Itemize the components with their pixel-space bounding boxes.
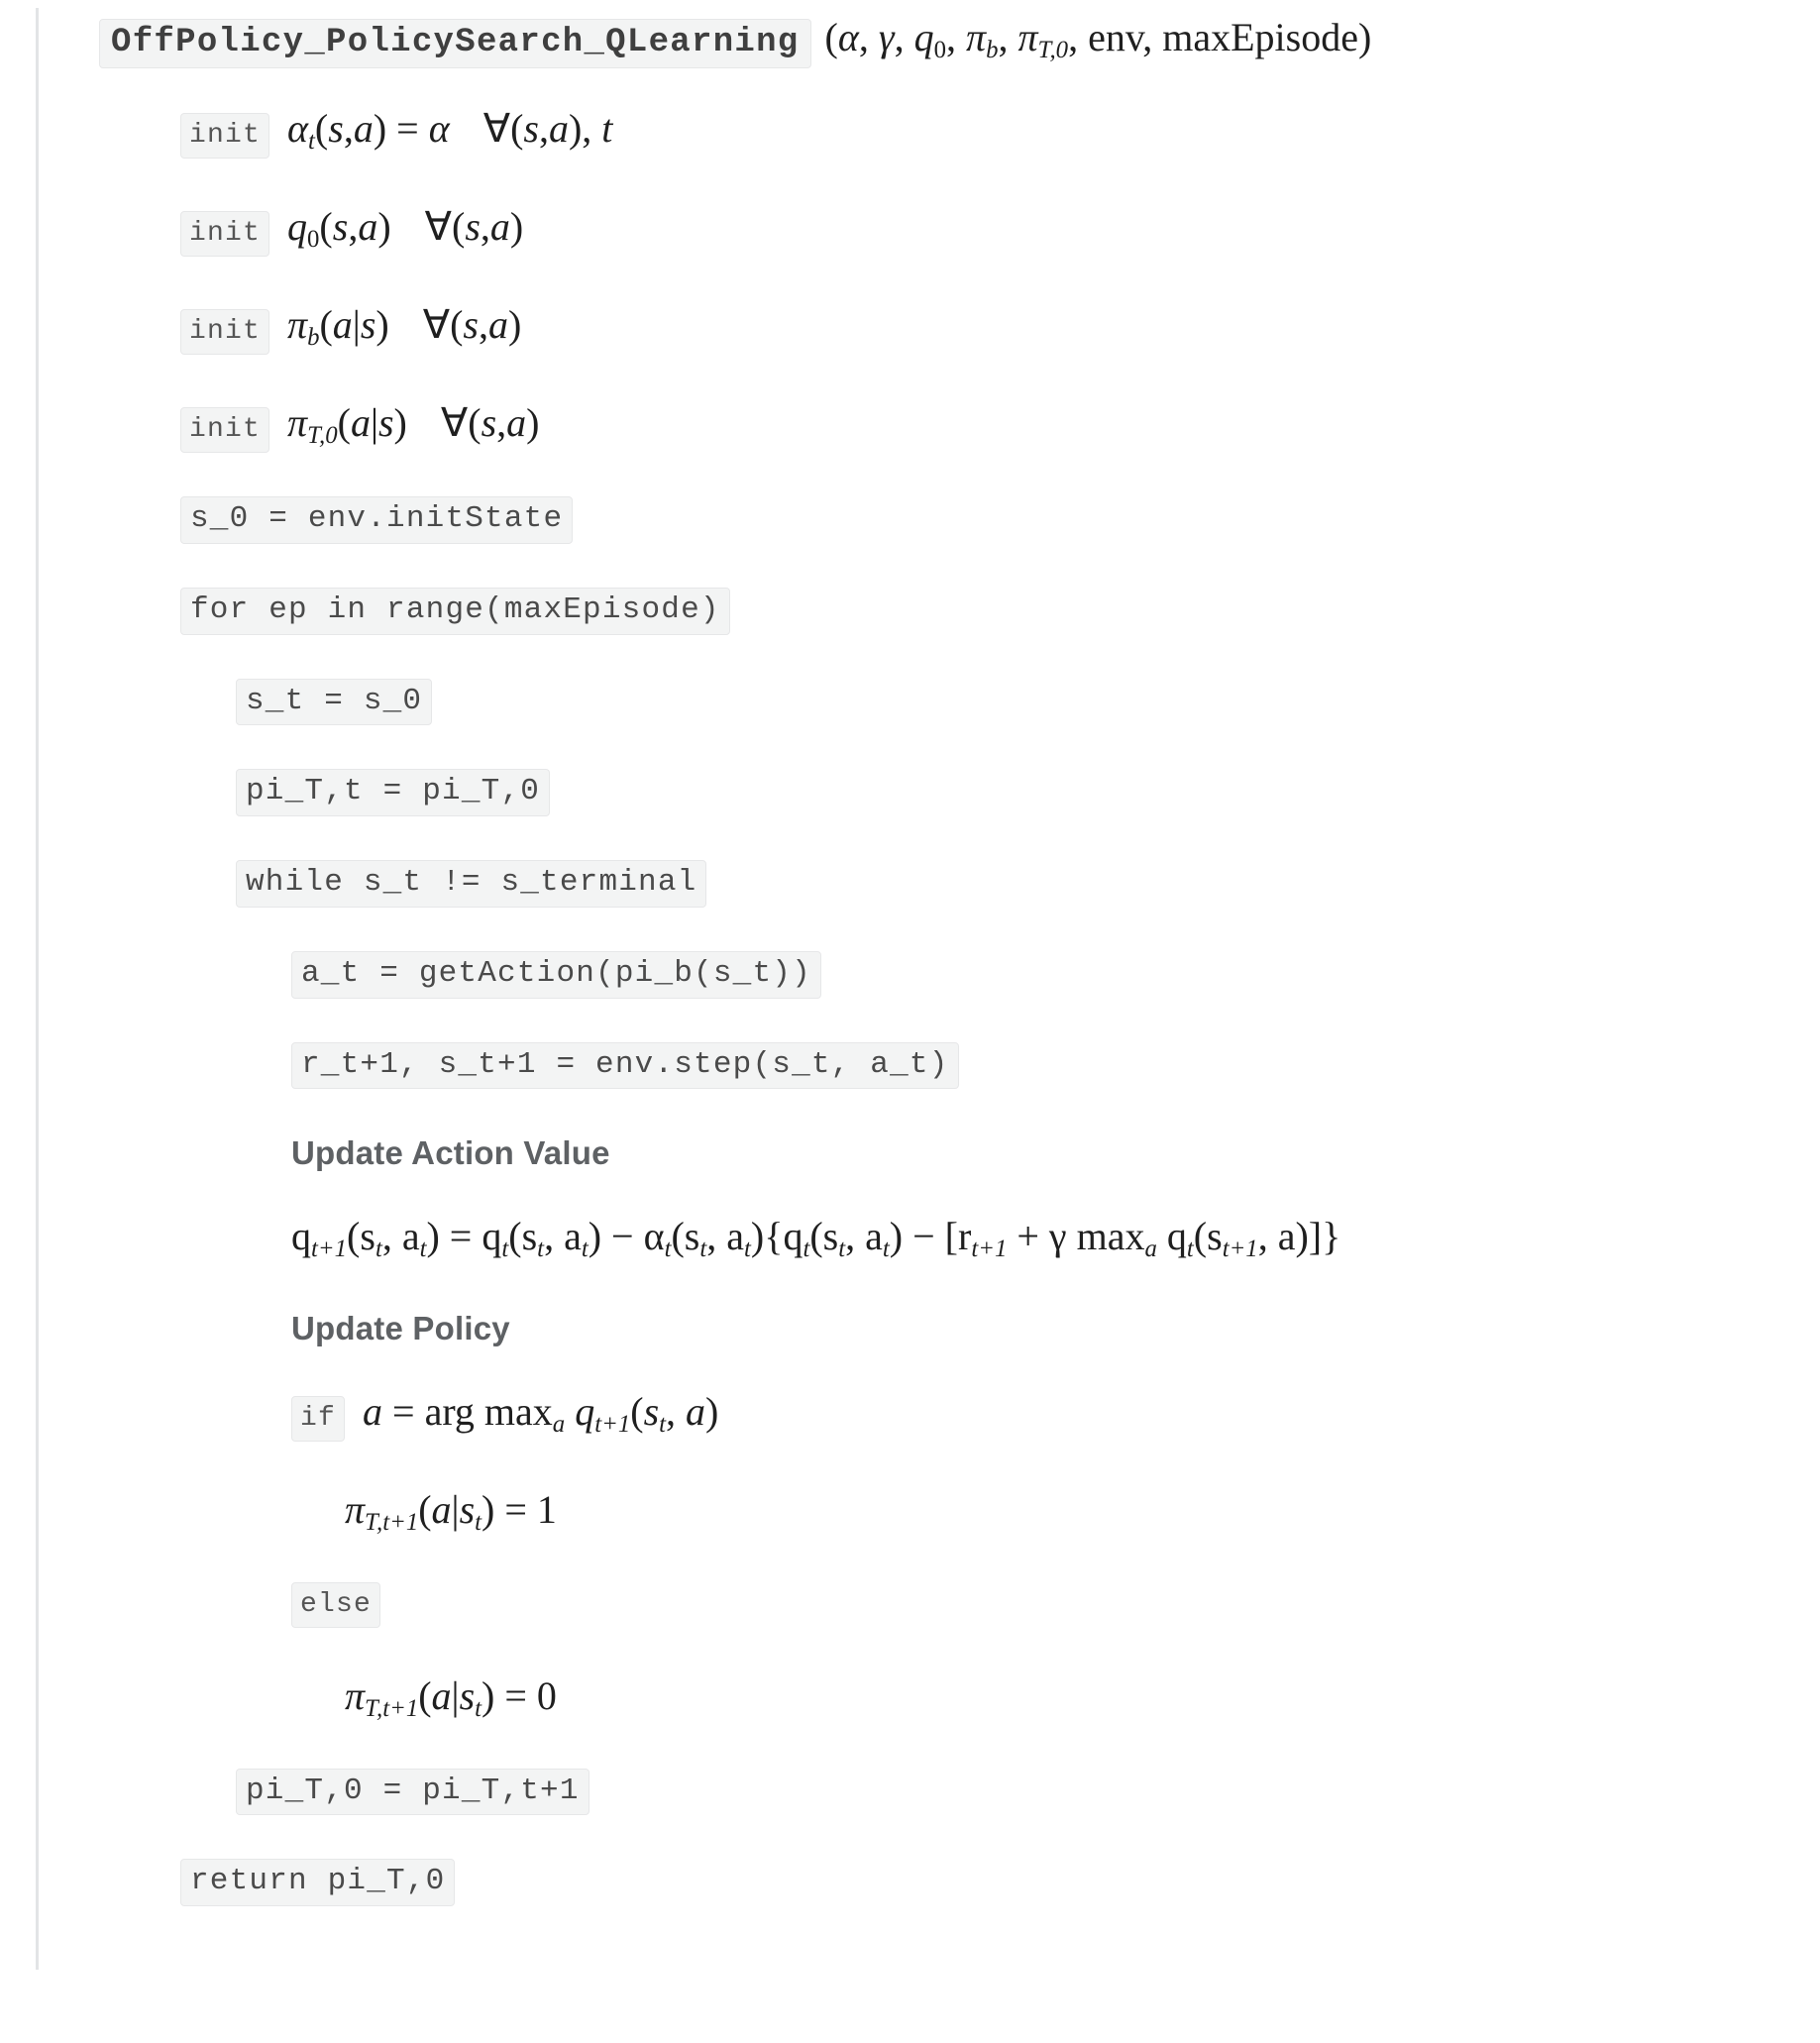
code-env-step: r_t+1, s_t+1 = env.step(s_t, a_t) (291, 1042, 959, 1090)
line-if-argmax (291, 1387, 1780, 1442)
math-init-q0: $q_0(s,a)$ ∀(s,a) (287, 204, 524, 253)
keyword-init: init (180, 113, 269, 159)
line-pitt-assign (236, 769, 1780, 816)
code-while-terminal: while s_t != s_terminal (236, 860, 706, 908)
math-if-argmax: a = arg $\max_a q_{t+1}(s_t$, a) (363, 1388, 719, 1438)
code-pitt-assign: pi_T,t = pi_T,0 (236, 769, 550, 816)
code-s0-assign: s_0 = env.initState (180, 496, 573, 544)
line-init-q0 (180, 202, 1780, 257)
line-pit0-update (236, 1769, 1780, 1816)
code-return: return pi_T,0 (180, 1859, 455, 1906)
line-st-assign (236, 679, 1780, 726)
heading-update-action-value (291, 1132, 1780, 1173)
line-pi-zero (345, 1671, 1780, 1725)
line-init-pi-t0 (180, 398, 1780, 453)
line-else (291, 1582, 1780, 1628)
math-init-pi-b: $\pi_b(a|s)$ ∀(s,a) (287, 302, 522, 351)
line-pi-one (345, 1485, 1780, 1539)
math-q-update: $q_{t+1}(s_t$, $a_t) = q_t(s_t$, $a_t) - \alpha_t(s_t$, $a_t)\{q_t(s_t$, $a_t) - [r_{t+1} + \gamma$ $\max_a q_t(s_{t+1}$, a)]} (291, 1213, 1341, 1262)
math-init-alpha: $\alpha_t(s,a) = \alpha$ ∀(s,a), t (287, 106, 613, 155)
math-init-pi-t0: $\pi_{T,0}(a|s)$ ∀(s,a) (287, 400, 540, 449)
keyword-init: init (180, 211, 269, 257)
algorithm-arguments: (α, γ, $q_0$, $\pi_b$, $\pi_{T,0}$, env, maxEpisode) (824, 15, 1372, 63)
algorithm-title-row (69, 14, 1780, 68)
math-pi-one: $\pi_{T,t+1}(a|s_t) = 1$ (345, 1486, 557, 1536)
line-init-alpha (180, 104, 1780, 159)
line-env-step (291, 1042, 1780, 1090)
keyword-if: if (291, 1396, 345, 1442)
line-get-action (291, 951, 1780, 999)
line-while-terminal (236, 860, 1780, 908)
heading-text: Update Action Value (291, 1134, 610, 1172)
keyword-init: init (180, 309, 269, 355)
line-for-episode (180, 588, 1780, 635)
code-get-action: a_t = getAction(pi_b(s_t)) (291, 951, 821, 999)
algorithm-name: OffPolicy_PolicySearch_QLearning (99, 19, 811, 68)
line-s0-assign (180, 496, 1780, 544)
left-vertical-rule (36, 8, 39, 1970)
line-q-update (291, 1212, 1780, 1265)
heading-update-policy (291, 1308, 1780, 1348)
math-pi-zero: $\pi_{T,t+1}(a|s_t) = 0$ (345, 1672, 557, 1722)
code-pit0-update: pi_T,0 = pi_T,t+1 (236, 1769, 589, 1816)
heading-text: Update Policy (291, 1310, 510, 1347)
code-st-assign: s_t = s_0 (236, 679, 432, 726)
line-init-pi-b (180, 300, 1780, 355)
keyword-init: init (180, 407, 269, 453)
keyword-else: else (291, 1582, 380, 1628)
line-return (180, 1859, 1780, 1906)
code-for-episode: for ep in range(maxEpisode) (180, 588, 730, 635)
